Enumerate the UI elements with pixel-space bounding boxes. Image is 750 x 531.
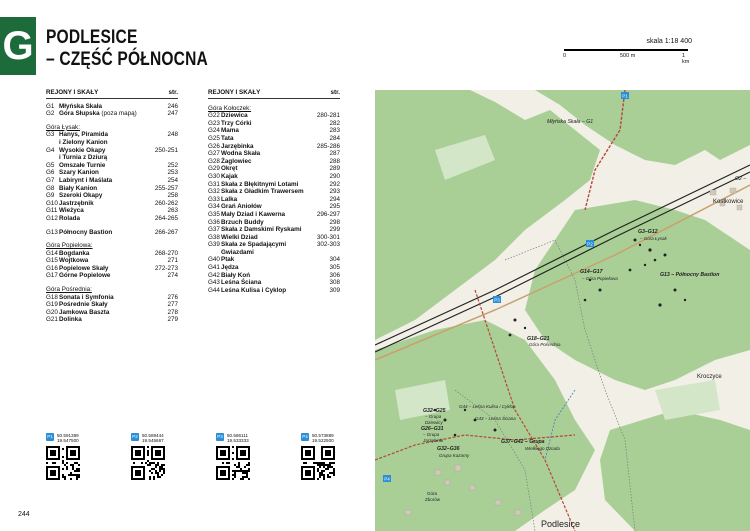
page-ref: 263 <box>167 207 178 215</box>
route-name: Wodna Skała <box>221 150 261 158</box>
page-ref: 255-257 <box>154 184 178 192</box>
route-code: G33 <box>208 195 220 203</box>
section-letter-tab: G <box>0 17 36 75</box>
page-ref: 252 <box>167 161 178 169</box>
list-item[interactable] <box>46 265 178 273</box>
route-name: i Zielony Kanion <box>59 138 108 146</box>
svg-text:P3: P3 <box>494 297 500 303</box>
map-label-g37-g42: G37–G42 – Grupa <box>501 439 545 445</box>
route-name: Labirynt i Maślata <box>59 176 113 184</box>
route-code: G28 <box>208 157 220 165</box>
list-item[interactable] <box>46 272 178 280</box>
route-code: G13 <box>46 228 58 236</box>
qr-code-p4[interactable] <box>301 446 335 480</box>
qr-code-p1[interactable] <box>46 446 80 480</box>
list-item[interactable] <box>208 249 340 257</box>
scale-bar <box>564 49 688 51</box>
list-item[interactable] <box>46 177 178 185</box>
route-name: Biały Kanion <box>59 184 98 192</box>
list-item[interactable] <box>46 154 178 162</box>
svg-text:P1: P1 <box>622 93 628 99</box>
list-header: REJONY I SKAŁY str. <box>208 89 340 99</box>
list-group-label: Góra Kołoczek: <box>208 104 252 112</box>
page-title <box>46 27 208 71</box>
parking-p3: P3 50.586111 19.533333 <box>216 433 286 480</box>
route-code: G40 <box>208 256 220 264</box>
map-label-g1: Młyńska Skała – G1 <box>547 119 594 125</box>
route-name: Skała z Gładkim Trawersem <box>221 188 304 196</box>
list-item[interactable] <box>208 135 340 143</box>
route-code: G11 <box>46 207 58 215</box>
page-ref: 258 <box>167 192 178 200</box>
route-code: G31 <box>208 180 220 188</box>
route-name: Mama <box>221 127 239 135</box>
route-code: G23 <box>208 119 220 127</box>
map-label-g2: G2 – <box>735 176 747 182</box>
route-name: i Turnia z Dziurą <box>59 154 108 162</box>
list-group-label: Góra Łysak: <box>46 123 80 131</box>
page-ref: 308 <box>329 279 340 287</box>
list-item[interactable] <box>46 169 178 177</box>
route-name: Szary Kanion <box>59 169 99 177</box>
list-group-label: Góra Pośrednia: <box>46 286 92 294</box>
page-ref: 292 <box>329 180 340 188</box>
svg-text:P4: P4 <box>384 476 390 482</box>
list-item[interactable] <box>208 279 340 287</box>
route-name: Szeroki Okapy <box>59 192 103 200</box>
route-code: G17 <box>46 272 58 280</box>
route-code: G14 <box>46 249 58 257</box>
route-name: Okręt <box>221 165 238 173</box>
list-item[interactable] <box>208 219 340 227</box>
list-header: REJONY I SKAŁY str. <box>46 89 178 99</box>
list-item[interactable] <box>46 294 178 302</box>
page-ref: 272-273 <box>154 264 178 272</box>
route-code: G30 <box>208 172 220 180</box>
parking-p1: P1 50.591389 19.547500 <box>46 433 116 480</box>
scale-label: skala 1:18 400 <box>646 38 692 45</box>
list-item[interactable] <box>208 181 340 189</box>
list-item[interactable] <box>208 143 340 151</box>
list-item[interactable] <box>208 264 340 272</box>
map-label-gora-posrednia: Góra Pośrednia <box>529 342 561 347</box>
page-ref: 250-251 <box>154 146 178 154</box>
parking-icon: P2 <box>132 434 138 439</box>
map-label-g26-g31: G26–G31 <box>421 426 444 432</box>
route-code: G22 <box>208 112 220 120</box>
route-code: G25 <box>208 134 220 142</box>
list-item[interactable] <box>46 139 178 147</box>
list-item[interactable] <box>208 127 340 135</box>
route-name: Trzy Córki <box>221 119 252 127</box>
route-name: Brzuch Buddy <box>221 218 264 226</box>
page-ref <box>146 139 178 147</box>
page-ref: 283 <box>329 127 340 135</box>
route-name: Jastrzębnik <box>59 199 94 207</box>
route-code: G42 <box>208 271 220 279</box>
page-ref: 248 <box>167 131 178 139</box>
map-label-g14-g17: G14–G17 <box>580 269 603 275</box>
list-item[interactable] <box>46 103 178 111</box>
page-ref: 306 <box>329 271 340 279</box>
list-item[interactable] <box>208 165 340 173</box>
parking-icon: P3 <box>217 434 223 439</box>
title-line-2: – CZĘŚĆ PÓŁNOCNA <box>46 49 208 70</box>
route-name: Gwiazdami <box>221 248 254 256</box>
map-label-podlesice: Podlesice <box>541 519 581 529</box>
list-item[interactable] <box>46 110 178 118</box>
route-name: Dolinka <box>59 316 82 324</box>
list-item[interactable] <box>46 257 178 265</box>
route-name: Lalka <box>221 195 238 203</box>
route-code: G27 <box>208 150 220 158</box>
map-label-dziewicy: Dziewicy <box>425 420 443 425</box>
list-item[interactable] <box>208 150 340 158</box>
route-name: Jarzębinka <box>221 142 254 150</box>
page-ref: 266-267 <box>154 228 178 236</box>
route-code: G8 <box>46 184 55 192</box>
route-name: Żaglowiec <box>221 157 252 165</box>
page-ref: 254 <box>167 176 178 184</box>
route-name: Wieżyca <box>59 207 84 215</box>
page-ref: 302-303 <box>316 241 340 249</box>
list-item[interactable] <box>208 188 340 196</box>
route-code: G10 <box>46 199 58 207</box>
list-item[interactable] <box>46 147 178 155</box>
svg-text:P2: P2 <box>587 241 593 247</box>
page-ref: 282 <box>329 119 340 127</box>
route-name: Wojtkowa <box>59 257 89 265</box>
page-ref: 287 <box>329 150 340 158</box>
page-ref: 278 <box>167 308 178 316</box>
parking-p4: P4 50.573889 19.522500 <box>301 433 371 480</box>
route-name: Tata <box>221 134 234 142</box>
page-ref: 274 <box>167 272 178 280</box>
map-label-grupa-2: – Grupa <box>423 432 440 437</box>
route-name: Kajak <box>221 172 238 180</box>
route-code: G36 <box>208 218 220 226</box>
route-code: G16 <box>46 264 58 272</box>
page-ref <box>308 249 340 257</box>
page-ref: 298 <box>329 218 340 226</box>
route-name: Skała z Damskimi Ryskami <box>221 226 302 234</box>
map-label-g13: G13 – Północny Bastion <box>660 272 720 278</box>
map-label-jarzebinki: Jarzębinki <box>423 438 444 443</box>
map-scale <box>560 38 692 65</box>
page-ref: 277 <box>167 301 178 309</box>
map-label-g44: G44 – Leśna Kulisa i Cyklop <box>459 404 516 409</box>
route-code: G21 <box>46 316 58 324</box>
route-code: G3 <box>46 131 55 139</box>
page-ref: 264-265 <box>154 214 178 222</box>
route-code: G19 <box>46 301 58 309</box>
route-list-column-1 <box>46 89 178 324</box>
route-name: Hanys, Piramida <box>59 131 108 139</box>
route-code: G38 <box>208 233 220 241</box>
map-label-g3-g12: G3–G12 <box>638 229 658 235</box>
scale-tick-0: 0 <box>563 53 567 59</box>
route-name: Górne Popielowe <box>59 272 111 280</box>
list-item[interactable] <box>46 215 178 223</box>
page-ref: 284 <box>329 134 340 142</box>
list-item[interactable] <box>208 158 340 166</box>
route-name: Dziewica <box>221 112 248 120</box>
parking-p2: P2 50.589444 19.545667 <box>131 433 201 480</box>
route-code: G24 <box>208 127 220 135</box>
map-label-kroczyce: Kroczyce <box>697 374 722 380</box>
scale-tick-500m: 500 m <box>620 53 636 59</box>
map-label-g32-g25: G32–G25 <box>423 408 446 414</box>
page-ref: 290 <box>329 172 340 180</box>
page-ref: 309 <box>329 286 340 294</box>
route-name: Ptak <box>221 256 235 264</box>
parking-icon: P1 <box>47 434 53 439</box>
list-item[interactable] <box>208 112 340 120</box>
page-ref: 271 <box>167 257 178 265</box>
route-code: G39 <box>208 241 220 249</box>
route-name: Omszałe Turnie <box>59 161 106 169</box>
list-item[interactable] <box>46 250 178 258</box>
list-item[interactable] <box>46 309 178 317</box>
list-group-label: Góra Popielowa: <box>46 242 93 250</box>
route-code <box>46 154 59 162</box>
page-ref: 246 <box>167 102 178 110</box>
page-ref: 288 <box>329 157 340 165</box>
title-line-1: PODLESICE <box>46 27 138 48</box>
route-name: Rolada <box>59 214 80 222</box>
route-code: G2 <box>46 110 55 118</box>
list-item[interactable] <box>208 256 340 264</box>
route-name: Skała z Błękitnymi Lotami <box>221 180 299 188</box>
page-ref: 276 <box>167 293 178 301</box>
page-ref: 300-301 <box>316 233 340 241</box>
route-code <box>46 139 59 147</box>
route-name: Góra Słupska (poza mapą) <box>59 110 137 118</box>
list-item[interactable] <box>46 192 178 200</box>
list-item[interactable] <box>208 226 340 234</box>
list-item[interactable] <box>46 131 178 139</box>
route-code: G4 <box>46 146 55 154</box>
page-ref: 305 <box>329 264 340 272</box>
route-name: Wysokie Okapy <box>59 146 106 154</box>
page-ref: 260-262 <box>154 199 178 207</box>
route-name: Pośrednie Skały <box>59 301 108 309</box>
map-label-zborow: Zborów <box>425 497 441 502</box>
route-code <box>208 249 221 257</box>
map-label-gora-popielowa: – Góra Popielowa <box>582 276 618 281</box>
list-item[interactable] <box>46 200 178 208</box>
route-name: Bogdanka <box>59 249 90 257</box>
parking-icon: P4 <box>302 434 308 439</box>
page-ref: 268-270 <box>154 249 178 257</box>
page-number: 244 <box>18 511 30 518</box>
route-code: G41 <box>208 264 220 272</box>
route-code: G15 <box>46 257 58 265</box>
page-ref: 280-281 <box>316 112 340 120</box>
route-code: G6 <box>46 169 55 177</box>
map-label-grupa-1: – Grupa <box>425 414 442 419</box>
list-item[interactable] <box>46 162 178 170</box>
page-ref: 285-286 <box>316 142 340 150</box>
page-ref: 253 <box>167 169 178 177</box>
list-item[interactable] <box>208 234 340 242</box>
list-item[interactable] <box>46 207 178 215</box>
route-name: Północny Bastion <box>59 228 113 236</box>
list-item[interactable] <box>208 173 340 181</box>
list-item[interactable] <box>46 185 178 193</box>
route-name: Grań Aniołów <box>221 203 262 211</box>
list-item[interactable] <box>208 211 340 219</box>
route-code: G1 <box>46 102 55 110</box>
route-code: G35 <box>208 210 220 218</box>
map-label-g43: G43 – Leśna Ściana <box>475 416 516 421</box>
route-name: Biały Koń <box>221 271 251 279</box>
route-name: Młyńska Skała <box>59 102 103 110</box>
map-label-g32-g36: G32–G36 <box>437 446 460 452</box>
map-label-grupa-kazarny: Grupa Kazarny <box>439 453 470 458</box>
route-name: Leśna Kulisa i Cyklop <box>221 286 287 294</box>
route-code: G7 <box>46 176 55 184</box>
route-code: G20 <box>46 308 58 316</box>
list-item[interactable] <box>208 120 340 128</box>
page-ref: 296-297 <box>316 210 340 218</box>
list-item[interactable] <box>208 241 340 249</box>
route-code: G9 <box>46 192 55 200</box>
list-item[interactable] <box>208 203 340 211</box>
page-ref: 247 <box>167 110 178 118</box>
map-label-gora-lysak: – Góra Łysak <box>640 236 667 241</box>
route-code: G37 <box>208 226 220 234</box>
route-code: G44 <box>208 286 220 294</box>
route-code: G12 <box>46 214 58 222</box>
map-label-g18-g21: G18–G21 <box>527 336 550 342</box>
route-name: Popielowe Skały <box>59 264 109 272</box>
route-code: G34 <box>208 203 220 211</box>
route-code: G29 <box>208 165 220 173</box>
route-name: Skała ze Spadającymi <box>221 241 287 249</box>
route-name: Jędza <box>221 264 239 272</box>
page-ref: 293 <box>329 188 340 196</box>
route-code: G5 <box>46 161 55 169</box>
map-label-gora: Góra <box>427 491 438 496</box>
route-code: G32 <box>208 188 220 196</box>
route-name: Mały Dziad i Kawerna <box>221 210 286 218</box>
route-code: G18 <box>46 293 58 301</box>
page-ref: 294 <box>329 195 340 203</box>
list-item[interactable] <box>208 287 340 295</box>
page-ref <box>146 154 178 162</box>
page-ref: 289 <box>329 165 340 173</box>
route-name: Wielki Dziad <box>221 233 258 241</box>
route-code: G26 <box>208 142 220 150</box>
route-name: Sonata i Symfonia <box>59 293 114 301</box>
page-ref: 299 <box>329 226 340 234</box>
page-ref: 279 <box>167 316 178 324</box>
map-label-wielkiego-dziada: Wielkiego Dziada <box>525 446 560 451</box>
route-name: Leśna Ściana <box>221 279 262 287</box>
route-code: G43 <box>208 279 220 287</box>
page-ref: 295 <box>329 203 340 211</box>
area-map[interactable] <box>375 90 750 531</box>
qr-code-p2[interactable] <box>131 446 165 480</box>
route-name: Jamkowa Baszta <box>59 308 110 316</box>
list-item[interactable] <box>46 301 178 309</box>
qr-code-p3[interactable] <box>216 446 250 480</box>
scale-tick-1km: 1 km <box>682 53 690 65</box>
map-label-kostkowice: Kostkowice <box>713 199 744 205</box>
list-item[interactable] <box>208 196 340 204</box>
list-item[interactable] <box>46 316 178 324</box>
list-item[interactable] <box>46 229 178 237</box>
page-ref: 304 <box>329 256 340 264</box>
route-list-column-2 <box>208 89 340 294</box>
